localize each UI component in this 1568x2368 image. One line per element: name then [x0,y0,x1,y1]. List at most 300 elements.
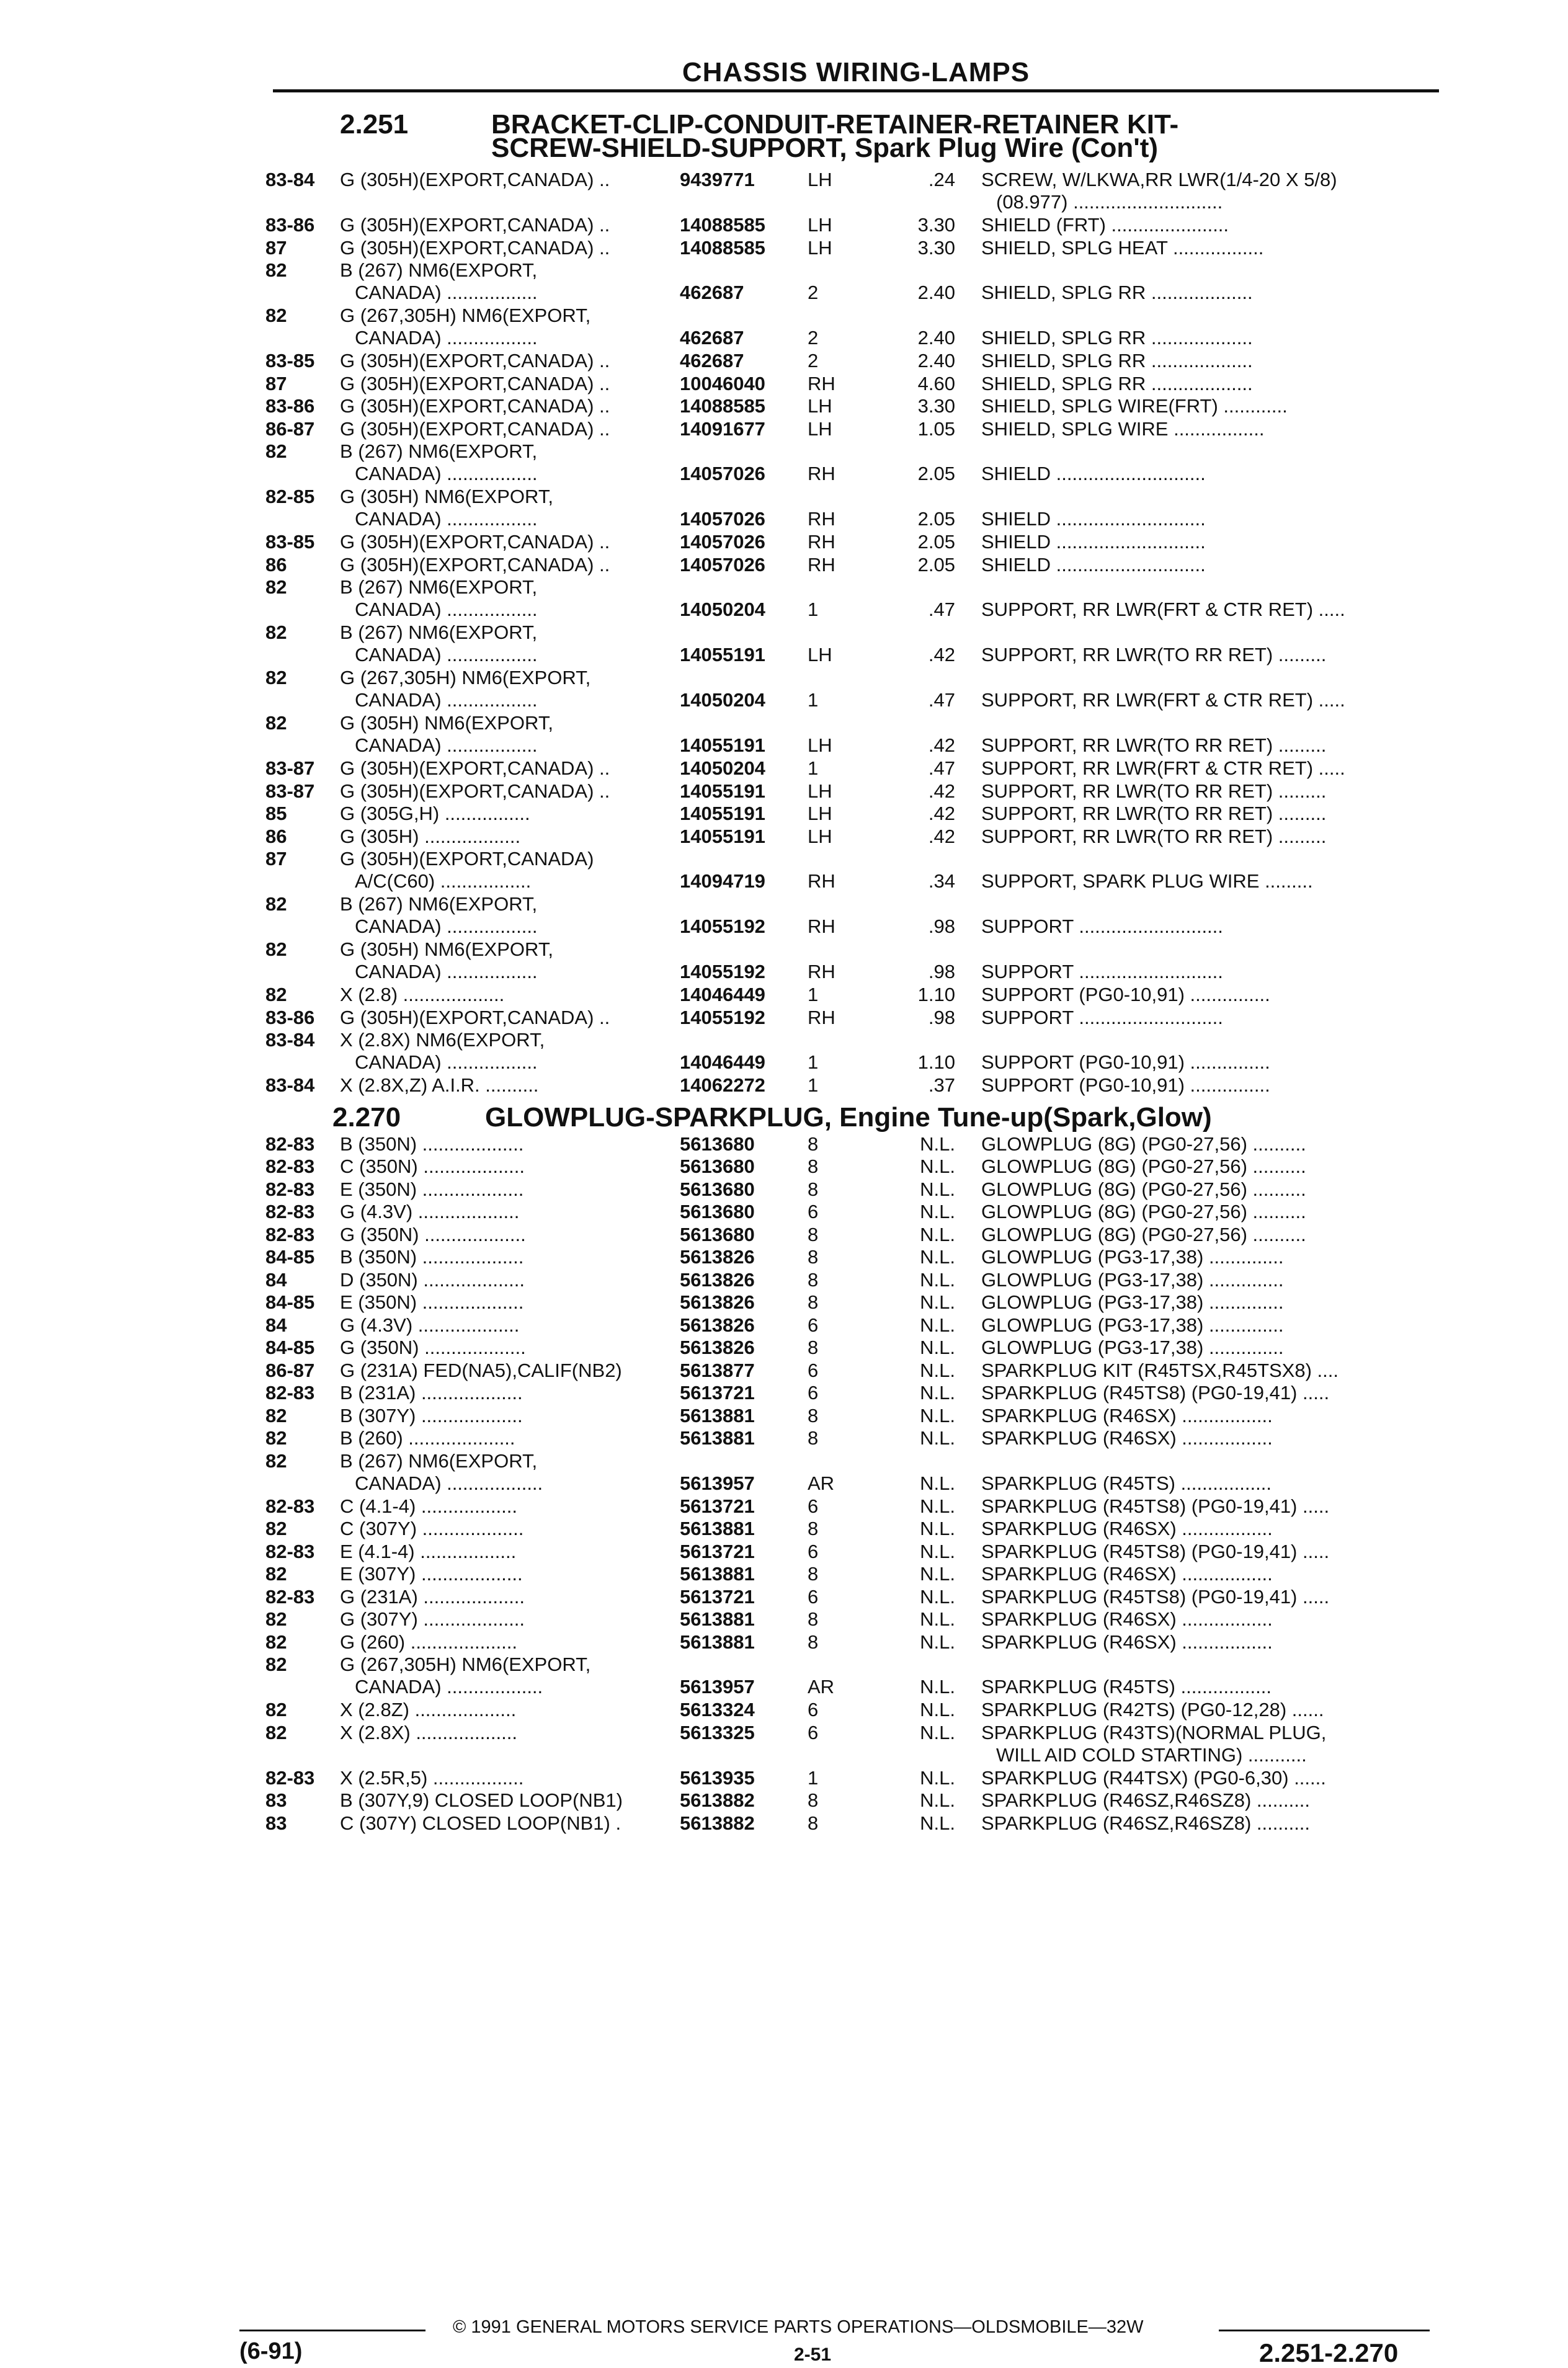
price-cell: .42 [928,803,955,824]
application-cell: G (305H)(EXPORT,CANADA) .. [340,350,610,372]
year-cell: 82 [265,1449,287,1472]
quantity-cell: LH [808,734,832,756]
quantity-cell: 8 [808,1223,819,1245]
price-cell: N.L. [920,1766,955,1789]
page-header: CHASSIS WIRING-LAMPS [682,57,1030,87]
description-cell: SUPPORT, RR LWR(TO RR RET) ......... [981,803,1327,824]
part-number-cell: 10046040 [680,372,765,394]
year-cell: 82 [265,1563,287,1585]
application-cell: G (305H)(EXPORT,CANADA) .. [340,553,610,576]
year-cell: 83 [265,1812,287,1834]
application-cell: G (231A) FED(NA5),CALIF(NB2) [340,1359,622,1381]
price-cell: N.L. [920,1268,955,1291]
part-number-cell: 462687 [680,327,744,349]
application-cell: G (267,305H) NM6(EXPORT, [340,305,591,326]
description-cell: SUPPORT (PG0-10,91) ............... [981,1074,1270,1096]
description-cell: SPARKPLUG (R44TSX) (PG0-6,30) ...... [981,1766,1326,1789]
application-cell: C (307Y) ................... [340,1518,524,1539]
price-cell: .47 [928,599,955,620]
description-cell: SHIELD, SPLG RR ................... [981,282,1253,303]
application-cell-cont: CANADA) ................. [355,915,538,937]
year-cell: 84 [265,1314,287,1336]
year-cell: 82 [265,712,287,734]
description-cell: SPARKPLUG (R45TS8) (PG0-19,41) ..... [981,1382,1330,1404]
table-row [0,1450,1568,1493]
part-number-cell: 5613721 [680,1540,755,1562]
price-cell: N.L. [920,1608,955,1630]
description-cell-cont: (08.977) ............................ [996,191,1223,213]
price-cell: N.L. [920,1178,955,1200]
quantity-cell: RH [808,553,835,576]
description-cell: SUPPORT, SPARK PLUG WIRE ......... [981,870,1313,892]
price-cell: 3.30 [917,236,955,259]
year-cell: 84-85 [265,1337,315,1358]
price-cell: 2.40 [917,350,955,372]
quantity-cell: 8 [808,1337,819,1358]
price-cell: N.L. [920,1518,955,1539]
quantity-cell: 8 [808,1518,819,1539]
description-cell: SPARKPLUG KIT (R45TSX,R45TSX8) .... [981,1359,1339,1381]
application-cell: E (350N) ................... [340,1178,524,1200]
quantity-cell: LH [808,644,832,665]
quantity-cell: AR [808,1676,835,1698]
description-cell-cont: WILL AID COLD STARTING) ........... [996,1743,1307,1766]
description-cell: SUPPORT, RR LWR(FRT & CTR RET) ..... [981,599,1345,620]
quantity-cell: LH [808,169,832,190]
price-cell: .47 [928,689,955,711]
price-cell: .42 [928,825,955,847]
application-cell: G (260) .................... [340,1631,517,1653]
quantity-cell: 6 [808,1495,819,1517]
price-cell: N.L. [920,1427,955,1449]
price-cell: .37 [928,1074,955,1096]
application-cell-cont: CANADA) ................. [355,644,538,665]
quantity-cell: RH [808,508,835,530]
application-cell-cont: CANADA) ................. [355,463,538,484]
price-cell: N.L. [920,1201,955,1222]
description-cell: GLOWPLUG (8G) (PG0-27,56) .......... [981,1155,1306,1177]
year-cell: 82 [265,576,287,598]
part-number-cell: 14057026 [680,553,765,576]
quantity-cell: LH [808,417,832,440]
quantity-cell: 2 [808,350,819,372]
application-cell: G (305H)(EXPORT,CANADA) .. [340,417,610,440]
quantity-cell: 1 [808,757,819,779]
year-cell: 83-84 [265,1029,315,1051]
price-cell: N.L. [920,1472,955,1494]
application-cell-cont: CANADA) .................. [355,1676,543,1698]
application-cell: X (2.8X) ................... [340,1721,517,1743]
year-cell: 87 [265,236,287,259]
part-number-cell: 5613721 [680,1585,755,1608]
application-cell: G (305H) NM6(EXPORT, [340,938,553,960]
year-cell: 82 [265,938,287,960]
description-cell: SUPPORT, RR LWR(TO RR RET) ......... [981,825,1327,847]
application-cell: G (305H)(EXPORT,CANADA) [340,848,594,870]
revision-date: (6-91) [239,2338,303,2364]
year-cell: 83-84 [265,169,315,190]
part-number-cell: 5613881 [680,1518,755,1539]
table-row [0,938,1568,982]
description-cell: SUPPORT (PG0-10,91) ............... [981,1051,1270,1073]
page-number: 2-51 [794,2344,832,2365]
year-cell: 82-83 [265,1766,315,1789]
part-number-cell: 14046449 [680,1051,765,1073]
year-cell: 83-86 [265,1006,315,1028]
application-cell-cont: CANADA) ................. [355,734,538,756]
table-row [0,893,1568,937]
quantity-cell: 8 [808,1608,819,1630]
price-cell: .47 [928,757,955,779]
table-row [0,440,1568,484]
application-cell-cont: CANADA) ................. [355,508,538,530]
application-cell: G (350N) ................... [340,1223,526,1245]
table-row [0,486,1568,529]
table-row [0,1812,1568,1856]
part-number-cell: 14057026 [680,463,765,484]
year-cell: 86 [265,553,287,576]
application-cell-cont: CANADA) .................. [355,1472,543,1494]
year-cell: 82 [265,984,287,1005]
price-cell: .98 [928,915,955,937]
part-number-cell: 5613881 [680,1404,755,1427]
header-rule [273,89,1439,92]
application-cell: B (307Y,9) CLOSED LOOP(NB1) [340,1789,623,1811]
year-cell: 82 [265,305,287,326]
year-cell: 82 [265,1404,287,1427]
application-cell: G (305G,H) ................ [340,803,530,824]
description-cell: SUPPORT, RR LWR(FRT & CTR RET) ..... [981,689,1345,711]
part-number-cell: 5613680 [680,1178,755,1200]
quantity-cell: 8 [808,1563,819,1585]
year-cell: 82-83 [265,1382,315,1404]
description-cell: GLOWPLUG (PG3-17,38) .............. [981,1337,1284,1358]
price-cell: N.L. [920,1155,955,1177]
year-cell: 82 [265,1721,287,1743]
part-number-cell: 5613882 [680,1789,755,1811]
year-cell: 83-84 [265,1074,315,1096]
quantity-cell: 1 [808,1051,819,1073]
part-number-cell: 5613325 [680,1721,755,1743]
application-cell: X (2.8) ................... [340,984,505,1005]
quantity-cell: LH [808,395,832,417]
description-cell: SPARKPLUG (R43TS)(NORMAL PLUG, [981,1721,1327,1743]
application-cell-cont: CANADA) ................. [355,1051,538,1073]
part-number-cell: 9439771 [680,169,755,190]
year-cell: 82-83 [265,1495,315,1517]
description-cell: SUPPORT, RR LWR(TO RR RET) ......... [981,644,1327,665]
application-cell: G (267,305H) NM6(EXPORT, [340,667,591,688]
quantity-cell: RH [808,531,835,553]
quantity-cell: 1 [808,1074,819,1096]
part-number-cell: 462687 [680,350,744,372]
part-number-cell: 14055192 [680,915,765,937]
part-number-cell: 5613826 [680,1268,755,1291]
section-number: 2.270 [332,1102,401,1133]
price-cell: .42 [928,644,955,665]
section-range: 2.251-2.270 [1259,2338,1399,2367]
description-cell: GLOWPLUG (PG3-17,38) .............. [981,1291,1284,1313]
section-number: 2.251 [340,109,409,140]
quantity-cell: 8 [808,1789,819,1811]
description-cell: SUPPORT, RR LWR(TO RR RET) ......... [981,734,1327,756]
price-cell: 1.10 [917,1051,955,1073]
part-number-cell: 5613877 [680,1359,755,1381]
part-number-cell: 14055191 [680,780,765,802]
application-cell: G (305H)(EXPORT,CANADA) .. [340,169,610,190]
price-cell: .24 [928,169,955,190]
price-cell: N.L. [920,1495,955,1517]
description-cell: SPARKPLUG (R46SZ,R46SZ8) .......... [981,1812,1311,1834]
application-cell-cont: CANADA) ................. [355,961,538,982]
price-cell: N.L. [920,1314,955,1336]
price-cell: N.L. [920,1540,955,1562]
table-row [0,259,1568,303]
quantity-cell: 8 [808,1178,819,1200]
part-number-cell: 14091677 [680,417,765,440]
application-cell: B (267) NM6(EXPORT, [340,440,538,462]
part-number-cell: 14088585 [680,214,765,236]
year-cell: 84-85 [265,1291,315,1313]
application-cell: G (305H) NM6(EXPORT, [340,712,553,734]
description-cell: SPARKPLUG (R46SX) ................. [981,1608,1273,1630]
quantity-cell: LH [808,236,832,259]
application-cell: B (267) NM6(EXPORT, [340,621,538,643]
description-cell: SHIELD, SPLG RR ................... [981,327,1253,349]
table-row [0,1654,1568,1697]
price-cell: 1.05 [917,417,955,440]
price-cell: .98 [928,1006,955,1028]
application-cell: X (2.8Z) ................... [340,1699,517,1720]
description-cell: SCREW, W/LKWA,RR LWR(1/4-20 X 5/8) [981,169,1337,190]
application-cell: B (267) NM6(EXPORT, [340,893,538,915]
table-row [0,1029,1568,1072]
application-cell: G (307Y) ................... [340,1608,525,1630]
section-title: GLOWPLUG-SPARKPLUG, Engine Tune-up(Spark,Glow) [485,1102,1212,1133]
part-number-cell: 14094719 [680,870,765,892]
year-cell: 82 [265,1608,287,1630]
description-cell: GLOWPLUG (8G) (PG0-27,56) .......... [981,1223,1306,1245]
application-cell: G (305H)(EXPORT,CANADA) .. [340,372,610,394]
part-number-cell: 14046449 [680,984,765,1005]
year-cell: 86-87 [265,1359,315,1381]
price-cell: 2.40 [917,282,955,303]
description-cell: SHIELD ............................ [981,508,1206,530]
description-cell: GLOWPLUG (PG3-17,38) .............. [981,1268,1284,1291]
year-cell: 82-83 [265,1133,315,1155]
price-cell: N.L. [920,1337,955,1358]
part-number-cell: 462687 [680,282,744,303]
quantity-cell: 6 [808,1721,819,1743]
application-cell: E (307Y) ................... [340,1563,523,1585]
application-cell: B (231A) ................... [340,1382,523,1404]
year-cell: 82 [265,1427,287,1449]
part-number-cell: 5613680 [680,1133,755,1155]
quantity-cell: 6 [808,1314,819,1336]
part-number-cell: 5613721 [680,1382,755,1404]
application-cell: B (267) NM6(EXPORT, [340,259,538,281]
quantity-cell: 2 [808,327,819,349]
quantity-cell: 8 [808,1291,819,1313]
application-cell: G (350N) ................... [340,1337,526,1358]
description-cell: GLOWPLUG (PG3-17,38) .............. [981,1314,1284,1336]
year-cell: 83-87 [265,757,315,779]
quantity-cell: LH [808,825,832,847]
year-cell: 82-83 [265,1540,315,1562]
quantity-cell: 6 [808,1540,819,1562]
application-cell: G (305H)(EXPORT,CANADA) .. [340,395,610,417]
part-number-cell: 5613882 [680,1812,755,1834]
quantity-cell: RH [808,915,835,937]
quantity-cell: RH [808,463,835,484]
year-cell: 84-85 [265,1246,315,1268]
application-cell-cont: CANADA) ................. [355,282,538,303]
price-cell: 2.40 [917,327,955,349]
year-cell: 82-83 [265,1585,315,1608]
application-cell: E (350N) ................... [340,1291,524,1313]
year-cell: 82 [265,1654,287,1675]
part-number-cell: 5613826 [680,1291,755,1313]
price-cell: 3.30 [917,214,955,236]
part-number-cell: 5613680 [680,1223,755,1245]
section-title: BRACKET-CLIP-CONDUIT-RETAINER-RETAINER KIT- [491,109,1179,140]
price-cell: .42 [928,780,955,802]
description-cell: SPARKPLUG (R46SZ,R46SZ8) .......... [981,1789,1311,1811]
year-cell: 82 [265,440,287,462]
description-cell: SUPPORT (PG0-10,91) ............... [981,984,1270,1005]
application-cell: G (267,305H) NM6(EXPORT, [340,1654,591,1675]
part-number-cell: 14088585 [680,395,765,417]
application-cell: G (305H)(EXPORT,CANADA) .. [340,757,610,779]
table-row [0,667,1568,710]
year-cell: 82 [265,1699,287,1720]
price-cell: N.L. [920,1631,955,1653]
application-cell: G (305H)(EXPORT,CANADA) .. [340,1006,610,1028]
quantity-cell: LH [808,214,832,236]
description-cell: SHIELD, SPLG RR ................... [981,372,1253,394]
price-cell: N.L. [920,1699,955,1720]
price-cell: N.L. [920,1812,955,1834]
description-cell: SPARKPLUG (R42TS) (PG0-12,28) ...... [981,1699,1324,1720]
year-cell: 86 [265,825,287,847]
description-cell: SPARKPLUG (R45TS8) (PG0-19,41) ..... [981,1495,1330,1517]
description-cell: GLOWPLUG (8G) (PG0-27,56) .......... [981,1201,1306,1222]
application-cell: B (350N) ................... [340,1246,524,1268]
description-cell: SPARKPLUG (R45TS) ................. [981,1676,1272,1698]
description-cell: SPARKPLUG (R46SX) ................. [981,1631,1273,1653]
description-cell: SHIELD, SPLG HEAT ................. [981,236,1264,259]
quantity-cell: 8 [808,1812,819,1834]
quantity-cell: 1 [808,1766,819,1789]
part-number-cell: 5613881 [680,1631,755,1653]
quantity-cell: RH [808,1006,835,1028]
application-cell: G (4.3V) ................... [340,1201,520,1222]
year-cell: 82 [265,893,287,915]
quantity-cell: 8 [808,1404,819,1427]
part-number-cell: 14050204 [680,689,765,711]
price-cell: N.L. [920,1676,955,1698]
description-cell: SHIELD, SPLG RR ................... [981,350,1253,372]
year-cell: 83-86 [265,395,315,417]
price-cell: N.L. [920,1359,955,1381]
price-cell: N.L. [920,1789,955,1811]
part-number-cell: 5613881 [680,1608,755,1630]
description-cell: GLOWPLUG (8G) (PG0-27,56) .......... [981,1178,1306,1200]
application-cell-cont: A/C(C60) ................. [355,870,532,892]
section-title-cont: SCREW-SHIELD-SUPPORT, Spark Plug Wire (Con't) [491,133,1159,163]
application-cell: G (305H) .................. [340,825,521,847]
quantity-cell: 6 [808,1359,819,1381]
year-cell: 87 [265,372,287,394]
quantity-cell: LH [808,780,832,802]
part-number-cell: 14062272 [680,1074,765,1096]
year-cell: 86-87 [265,417,315,440]
application-cell: G (305H)(EXPORT,CANADA) .. [340,236,610,259]
quantity-cell: RH [808,372,835,394]
application-cell: X (2.8X) NM6(EXPORT, [340,1029,545,1051]
part-number-cell: 14055192 [680,961,765,982]
application-cell: G (305H) NM6(EXPORT, [340,486,553,507]
application-cell: B (260) .................... [340,1427,515,1449]
copyright: © 1991 GENERAL MOTORS SERVICE PARTS OPERATIONS—OLDSMOBILE—32W [453,2317,1144,2337]
application-cell: G (231A) ................... [340,1585,525,1608]
part-number-cell: 14057026 [680,508,765,530]
part-number-cell: 5613826 [680,1314,755,1336]
year-cell: 82 [265,621,287,643]
application-cell-cont: CANADA) ................. [355,327,538,349]
year-cell: 82 [265,259,287,281]
description-cell: SPARKPLUG (R46SX) ................. [981,1404,1273,1427]
part-number-cell: 14055191 [680,803,765,824]
price-cell: 2.05 [917,463,955,484]
application-cell: G (305H)(EXPORT,CANADA) .. [340,214,610,236]
application-cell: G (305H)(EXPORT,CANADA) .. [340,780,610,802]
year-cell: 83-85 [265,531,315,553]
price-cell: .34 [928,870,955,892]
table-row [0,169,1568,212]
quantity-cell: 6 [808,1201,819,1222]
part-number-cell: 14055191 [680,734,765,756]
description-cell: SUPPORT ........................... [981,915,1223,937]
description-cell: SHIELD ............................ [981,531,1206,553]
price-cell: N.L. [920,1563,955,1585]
application-cell: B (267) NM6(EXPORT, [340,1449,538,1472]
year-cell: 83-85 [265,350,315,372]
price-cell: 3.30 [917,395,955,417]
year-cell: 85 [265,803,287,824]
part-number-cell: 14050204 [680,599,765,620]
price-cell: N.L. [920,1223,955,1245]
price-cell: 2.05 [917,531,955,553]
description-cell: SHIELD, SPLG WIRE ................. [981,417,1265,440]
quantity-cell: 8 [808,1133,819,1155]
part-number-cell: 14055192 [680,1006,765,1028]
quantity-cell: RH [808,961,835,982]
price-cell: .98 [928,961,955,982]
price-cell: 1.10 [917,984,955,1005]
year-cell: 82-85 [265,486,315,507]
application-cell: B (267) NM6(EXPORT, [340,576,538,598]
footer-rule-right [1219,2330,1430,2331]
application-cell-cont: CANADA) ................. [355,599,538,620]
quantity-cell: 1 [808,599,819,620]
year-cell: 83 [265,1789,287,1811]
quantity-cell: RH [808,870,835,892]
description-cell: SPARKPLUG (R46SX) ................. [981,1563,1273,1585]
price-cell: N.L. [920,1246,955,1268]
table-row [0,576,1568,620]
year-cell: 82-83 [265,1155,315,1177]
